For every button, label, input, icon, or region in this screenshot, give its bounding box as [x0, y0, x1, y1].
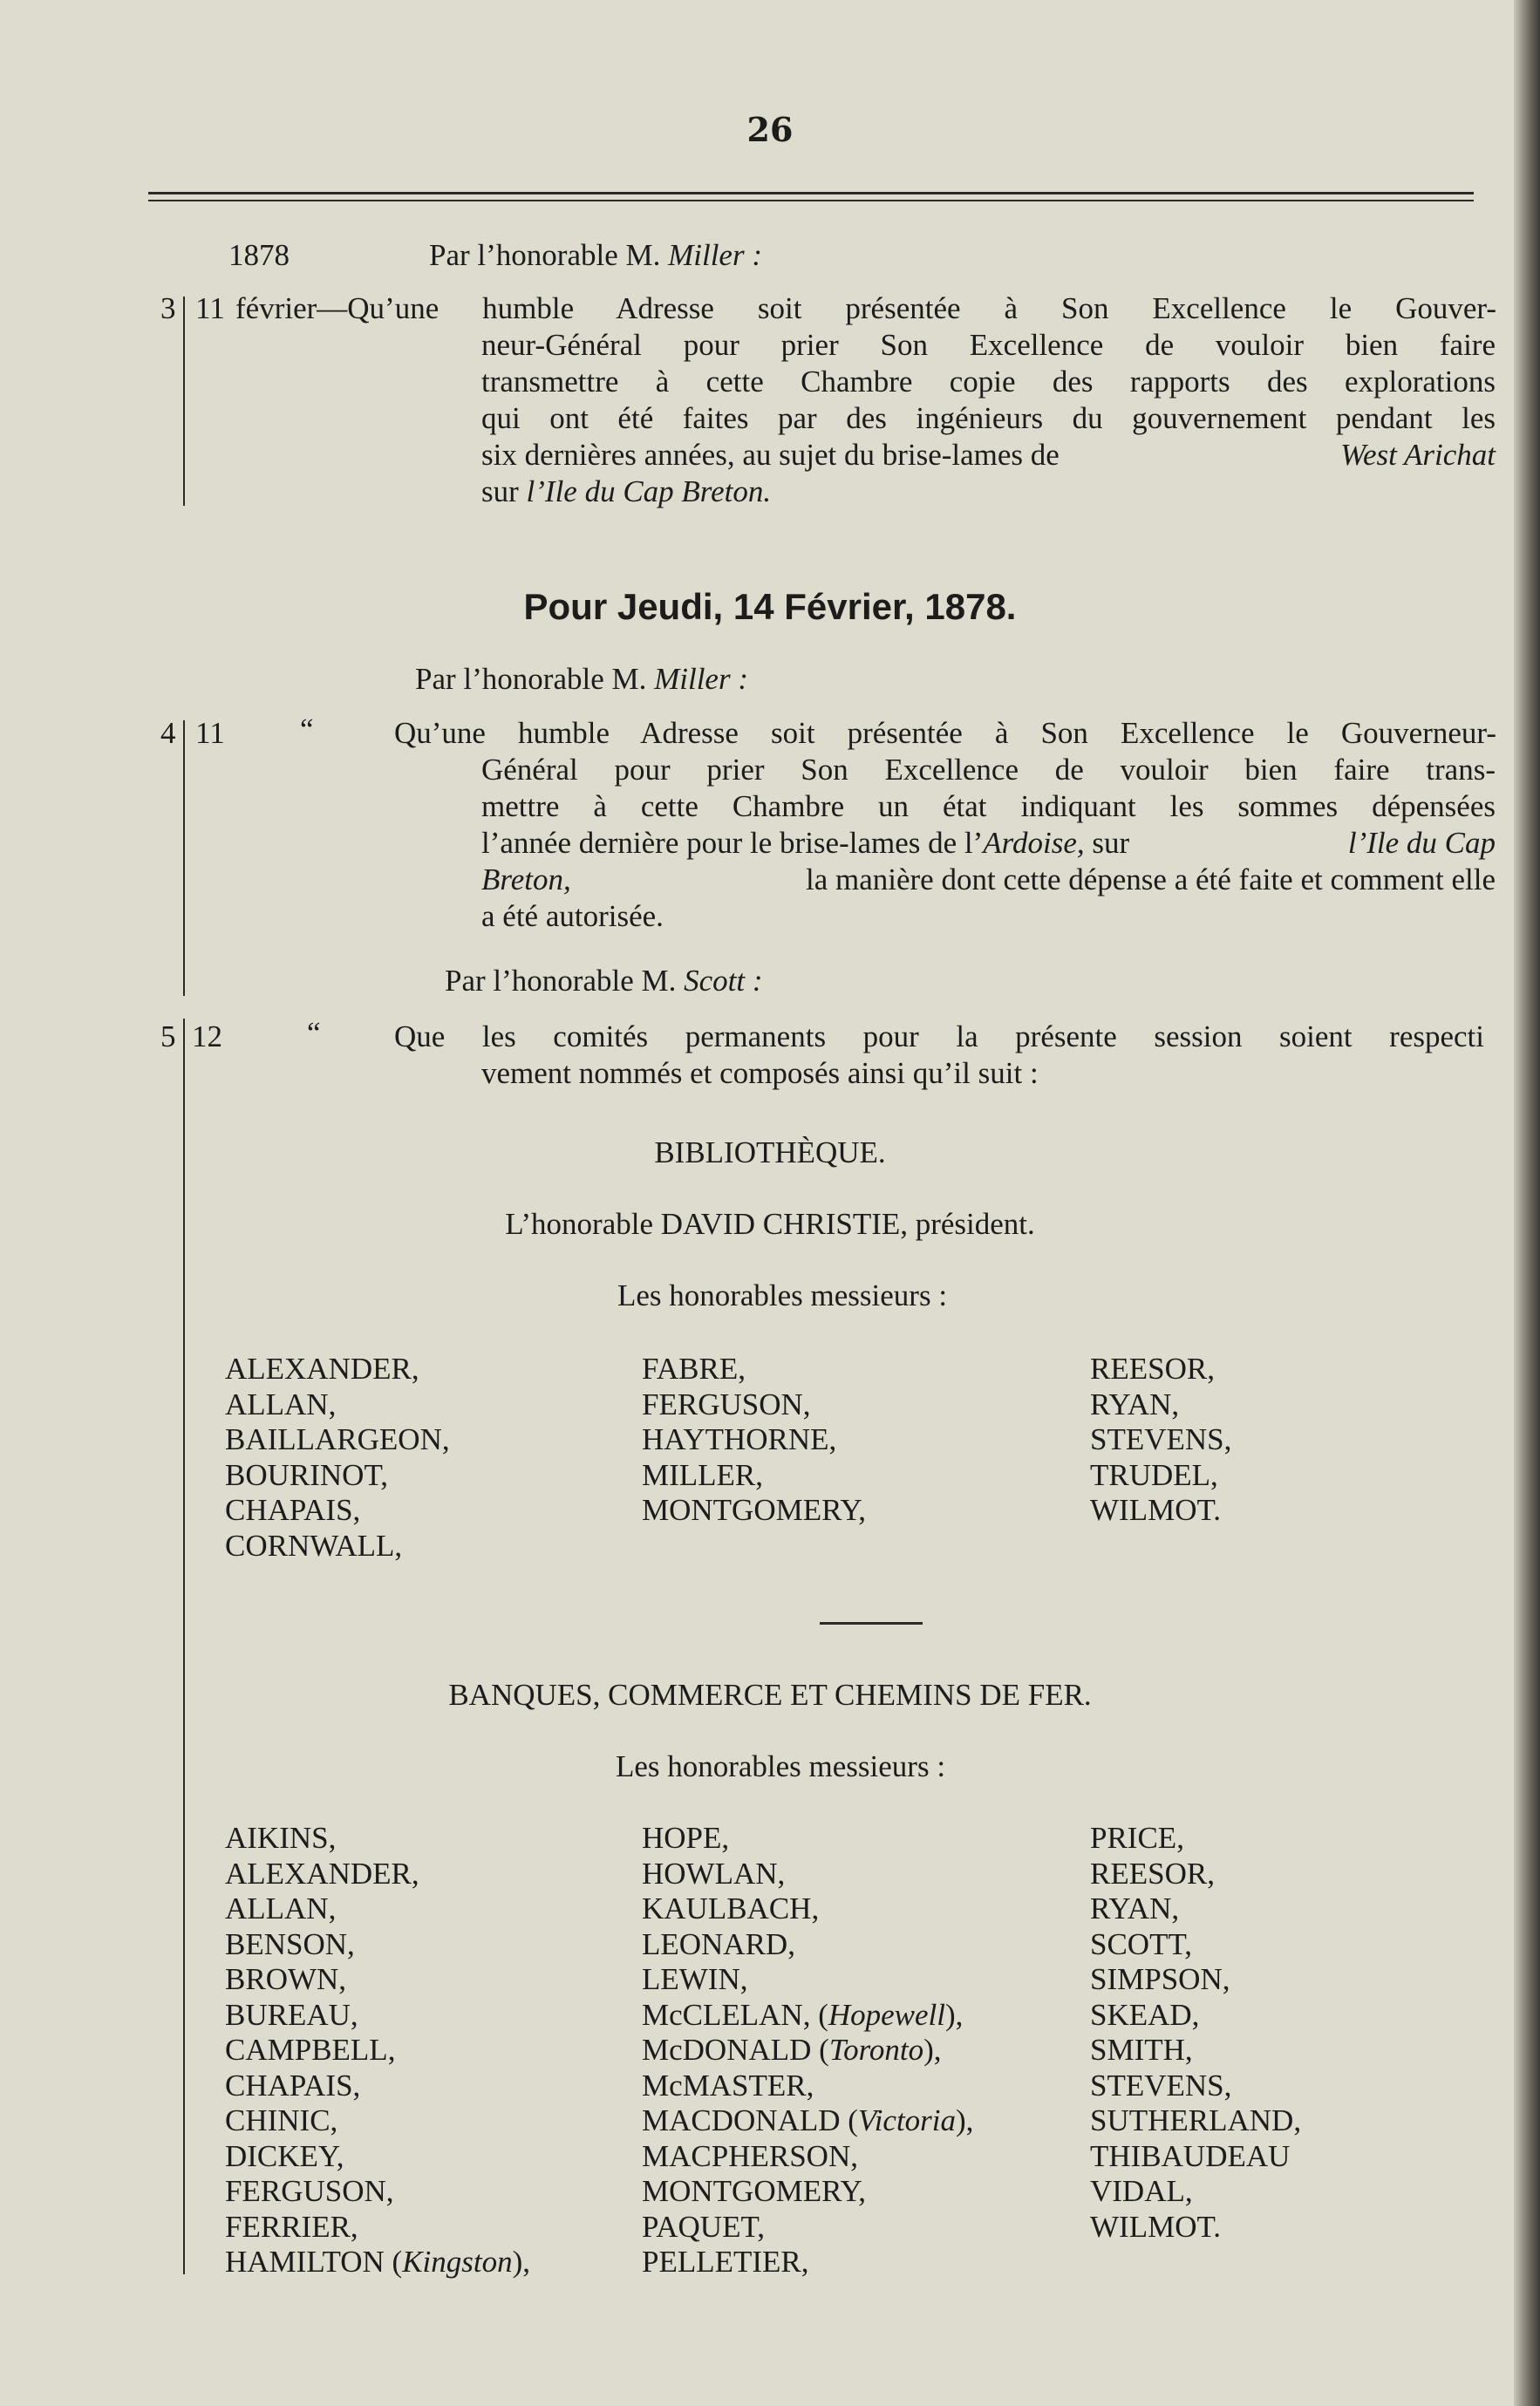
motion2-line: a été autorisée.: [481, 899, 664, 933]
member-name: KAULBACH,: [642, 1891, 820, 1925]
motion1-line: six dernières années, au sujet du brise-lames de West Arichat: [481, 438, 1496, 472]
banks-members-label: Les honorables messieurs :: [615, 1749, 946, 1783]
member-name: CHINIC,: [225, 2103, 338, 2137]
section-separator: [820, 1622, 923, 1625]
member-name: SUTHERLAND,: [1090, 2103, 1302, 2137]
member-name: WILMOT.: [1090, 1493, 1221, 1527]
member-name: SIMPSON,: [1090, 1962, 1230, 1996]
member-name: ALEXANDER,: [225, 1856, 419, 1891]
member-name: DICKEY,: [225, 2138, 344, 2173]
member-name: McDONALD (Toronto),: [642, 2033, 942, 2067]
member-name: BOURINOT,: [225, 1457, 388, 1492]
member-name: LEONARD,: [642, 1926, 795, 1961]
header-rule-thin: [148, 200, 1474, 201]
library-president: L’honorable DAVID CHRISTIE, président.: [505, 1207, 1035, 1241]
member-name: ALEXANDER,: [225, 1352, 419, 1386]
library-col2: [642, 1352, 866, 1529]
library-title: BIBLIOTHÈQUE.: [654, 1135, 886, 1169]
member-name: FERRIER,: [225, 2209, 358, 2244]
page-edge: [1514, 0, 1540, 2406]
member-name: HOPE,: [642, 1821, 730, 1855]
library-col3: [1090, 1352, 1231, 1529]
motion2-number: 4: [160, 716, 176, 750]
member-name: ALLAN,: [225, 1387, 337, 1421]
motion1-line: transmettre à cette Chambre copie des rapports des explorations: [481, 365, 1496, 399]
motion1-day: 11: [195, 291, 225, 325]
motion2-line: Général pour prier Son Excellence de vouloir bien faire trans-: [481, 753, 1496, 787]
motion2-line: mettre à cette Chambre un état indiquant les sommes dépensées: [481, 789, 1496, 823]
motion3-number: 5: [160, 1019, 176, 1053]
member-name: PELLETIER,: [642, 2245, 809, 2279]
member-name: McMASTER,: [642, 2068, 814, 2103]
member-name: MACDONALD (Victoria),: [642, 2103, 974, 2137]
member-name: BUREAU,: [225, 1997, 358, 2032]
page-number: 26: [746, 110, 794, 149]
motion2-line: l’année dernière pour le brise-lames de l’Ardoise, sur l’Ile du Cap: [481, 826, 1496, 860]
motion2-margin-rule: [183, 720, 185, 996]
motion3-ditto: “: [307, 1016, 321, 1050]
header-rule: [148, 192, 1474, 194]
motion2-intro: Par l’honorable M. Miller :: [415, 662, 748, 696]
motion1-intro: Par l’honorable M. Miller :: [429, 238, 762, 272]
motion2-line: Qu’une humble Adresse soit présentée à Son Excellence le Gouverneur-: [394, 716, 1496, 750]
library-col1: [225, 1352, 450, 1564]
motion1-line: sur l’Ile du Cap Breton.: [481, 474, 772, 508]
motion3-line: vement nommés et composés ainsi qu’il suit :: [481, 1056, 1039, 1090]
motion1-line: qui ont été faites par des ingénieurs du gouvernement pendant les: [481, 401, 1496, 435]
member-name: CHAPAIS,: [225, 2068, 361, 2103]
member-name: WILMOT.: [1090, 2209, 1221, 2244]
member-name: LEWIN,: [642, 1962, 748, 1996]
motion3-day: 12: [192, 1019, 222, 1053]
library-members-label: Les honorables messieurs :: [617, 1278, 948, 1312]
member-name: STEVENS,: [1090, 2068, 1232, 2103]
member-name: PAQUET,: [642, 2209, 765, 2244]
motion3-intro: Par l’honorable M. Scott :: [445, 964, 763, 998]
banks-title: BANQUES, COMMERCE ET CHEMINS DE FER.: [448, 1678, 1092, 1712]
motion2-ditto: “: [300, 712, 314, 746]
motion1-year: 1878: [228, 238, 290, 272]
member-name: MONTGOMERY,: [642, 1493, 867, 1527]
member-name: SKEAD,: [1090, 1997, 1200, 2032]
section-heading: Pour Jeudi, 14 Février, 1878.: [523, 586, 1017, 627]
member-name: BENSON,: [225, 1926, 355, 1961]
member-name: AIKINS,: [225, 1821, 337, 1855]
motion1-line: février—Qu’une humble Adresse soit présentée à Son Excellence le Gouver-: [235, 291, 1496, 325]
member-name: MACPHERSON,: [642, 2138, 858, 2173]
member-name: PRICE,: [1090, 1821, 1184, 1855]
member-name: RYAN,: [1090, 1891, 1180, 1925]
banks-col3: [1090, 1821, 1301, 2245]
member-name: ALLAN,: [225, 1891, 337, 1925]
motion1-line: neur-Général pour prier Son Excellence de vouloir bien faire: [481, 328, 1496, 362]
member-name: SMITH,: [1090, 2033, 1193, 2067]
member-name: CHAPAIS,: [225, 1493, 361, 1527]
member-name: CORNWALL,: [225, 1528, 403, 1563]
member-name: HAMILTON (Kingston),: [225, 2245, 531, 2279]
banks-col2: [642, 1821, 973, 2280]
member-name: THIBAUDEAU: [1090, 2138, 1291, 2173]
member-name: TRUDEL,: [1090, 1457, 1218, 1492]
member-name: McCLELAN, (Hopewell),: [642, 1997, 964, 2032]
banks-col1: [225, 1821, 530, 2280]
member-name: SCOTT,: [1090, 1926, 1192, 1961]
member-name: REESOR,: [1090, 1352, 1215, 1386]
member-name: HOWLAN,: [642, 1856, 786, 1891]
member-name: FERGUSON,: [225, 2174, 394, 2208]
member-name: FABRE,: [642, 1352, 746, 1386]
member-name: RYAN,: [1090, 1387, 1180, 1421]
motion2-day: 11: [195, 716, 225, 750]
member-name: CAMPBELL,: [225, 2033, 396, 2067]
member-name: FERGUSON,: [642, 1387, 811, 1421]
member-name: BROWN,: [225, 1962, 347, 1996]
member-name: VIDAL,: [1090, 2174, 1193, 2208]
member-name: MONTGOMERY,: [642, 2174, 867, 2208]
member-name: HAYTHORNE,: [642, 1422, 837, 1456]
motion2-line: Breton, la manière dont cette dépense a été faite et comment elle: [481, 862, 1496, 896]
member-name: REESOR,: [1090, 1856, 1215, 1891]
motion1-number: 3: [160, 291, 176, 325]
motion3-line: Que les comités permanents pour la présente session soient respecti: [394, 1019, 1484, 1053]
member-name: STEVENS,: [1090, 1422, 1232, 1456]
member-name: BAILLARGEON,: [225, 1422, 450, 1456]
motion1-margin-rule: [183, 296, 185, 506]
member-name: MILLER,: [642, 1457, 764, 1492]
